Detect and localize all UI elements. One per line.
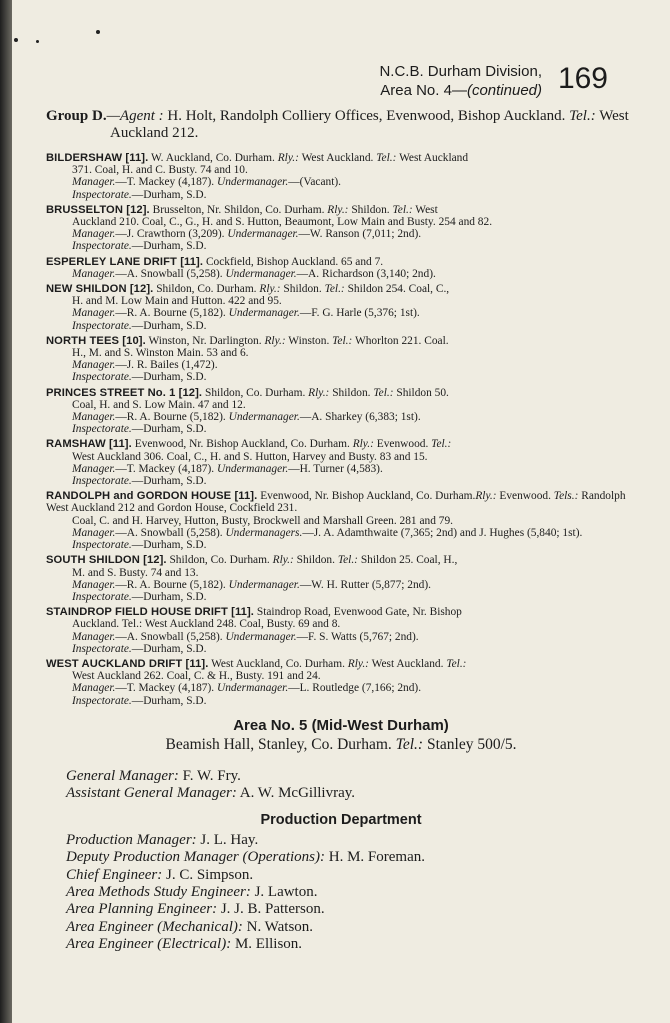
running-title-line2 bbox=[379, 81, 542, 100]
railway-station: Evenwood. bbox=[496, 490, 554, 503]
manager-label: Manager. bbox=[72, 578, 116, 591]
railway-label: Rly.: bbox=[277, 152, 299, 164]
page-content bbox=[46, 106, 636, 954]
manager-label: Manager. bbox=[72, 526, 116, 539]
inspectorate-line bbox=[46, 591, 636, 603]
railway-label: Rly.: bbox=[475, 490, 497, 503]
agent-label: —Agent : bbox=[106, 108, 164, 124]
telephone-label: Tel.: bbox=[373, 386, 394, 399]
undermanager-name: —W. H. Rutter (5,877; 2nd). bbox=[299, 578, 432, 591]
assistant-general-manager-name: A. W. McGillivray. bbox=[236, 784, 356, 801]
speck-dot bbox=[36, 40, 39, 43]
telephone-number: West Auckland bbox=[396, 152, 469, 164]
inspectorate-label: Inspectorate. bbox=[72, 423, 132, 436]
manager-name: —R. A. Bourne (5,182). bbox=[115, 411, 229, 424]
telephone-number: Shildon 25. Coal, H., bbox=[357, 554, 458, 567]
entry-second-line: H. and M. Low Main and Hutton. 422 and 95. bbox=[72, 295, 282, 308]
telephone-label: Tel.: bbox=[324, 283, 345, 296]
colliery-entry bbox=[46, 490, 636, 551]
colliery-entry bbox=[46, 438, 636, 487]
staff-name: M. Ellison. bbox=[231, 936, 303, 953]
agent-text: H. Holt, Randolph Colliery Offices, Evenwood, Bishop Auckland. bbox=[163, 108, 570, 124]
area-title: Area No. 5 (Mid-West Durham) bbox=[233, 716, 449, 734]
inspectorate-line bbox=[46, 189, 636, 201]
entry-first-line bbox=[46, 256, 636, 268]
manager-line bbox=[46, 682, 636, 694]
inspectorate-label: Inspectorate. bbox=[72, 475, 132, 488]
inspectorate-label: Inspectorate. bbox=[72, 188, 132, 201]
manager-label: Manager. bbox=[72, 630, 116, 643]
running-title-line1: N.C.B. Durham Division, bbox=[379, 63, 542, 80]
entry-location: Evenwood, Nr. Bishop Auckland, Co. Durham. bbox=[257, 490, 476, 503]
manager-name: —J. R. Bailes (1,472). bbox=[115, 359, 218, 372]
railway-label: Rly.: bbox=[272, 554, 294, 567]
department-staff-line bbox=[66, 884, 636, 901]
colliery-entry bbox=[46, 387, 636, 436]
manager-name: —T. Mackey (4,187). bbox=[115, 176, 217, 189]
railway-label: Rly.: bbox=[327, 203, 349, 216]
group-heading bbox=[46, 108, 636, 142]
undermanager-name: —F. G. Harle (5,376; 1st). bbox=[299, 307, 420, 320]
undermanager-name: —A. Sharkey (6,383; 1st). bbox=[299, 411, 421, 424]
manager-label: Manager. bbox=[72, 267, 116, 280]
colliery-entry bbox=[46, 256, 636, 280]
undermanager-name: —J. A. Adamthwaite (7,365; 2nd) and J. Hughes (5,840; 1st). bbox=[302, 526, 583, 539]
group-tel-label: Tel.: bbox=[569, 108, 596, 124]
entry-location: Shildon, Co. Durham. bbox=[202, 386, 309, 399]
department-staff-line bbox=[66, 849, 636, 866]
entry-second-line: Auckland. Tel.: West Auckland 248. Coal, Busty. 69 and 8. bbox=[72, 618, 341, 631]
undermanager-label: Undermanager. bbox=[217, 176, 289, 189]
document-page bbox=[12, 0, 670, 1023]
inspectorate-line bbox=[46, 695, 636, 707]
railway-station: Shildon. bbox=[293, 554, 338, 567]
manager-name: —A. Snowball (5,258). bbox=[115, 267, 226, 280]
manager-label: Manager. bbox=[72, 176, 116, 189]
undermanager-name: —(Vacant). bbox=[288, 176, 342, 189]
manager-line bbox=[46, 579, 636, 591]
inspectorate-line bbox=[46, 475, 636, 487]
book-spine-shadow bbox=[0, 0, 12, 1023]
staff-name: J. J. B. Patterson. bbox=[217, 901, 325, 918]
railway-station: Shildon. bbox=[348, 203, 393, 216]
entry-location: Winston, Nr. Darlington. bbox=[145, 334, 265, 347]
department-staff-line bbox=[66, 936, 636, 953]
undermanager-label: Undermanager. bbox=[225, 267, 297, 280]
undermanager-label: Undermanager. bbox=[227, 228, 299, 241]
colliery-entry bbox=[46, 283, 636, 332]
department-staff-line bbox=[66, 867, 636, 884]
department-staff-line bbox=[66, 832, 636, 849]
inspectorate-value: —Durham, S.D. bbox=[131, 642, 207, 655]
inspectorate-value: —Durham, S.D. bbox=[131, 694, 207, 707]
page-number: 169 bbox=[557, 62, 608, 95]
undermanager-label: Undermanager. bbox=[217, 462, 289, 475]
entry-first-line bbox=[46, 335, 636, 347]
railway-label: Rly.: bbox=[259, 283, 281, 296]
entry-first-line bbox=[46, 438, 636, 450]
undermanager-name: —W. Ranson (7,011; 2nd). bbox=[298, 228, 422, 241]
entry-first-line bbox=[46, 554, 636, 566]
colliery-name: SOUTH SHILDON [12]. bbox=[46, 554, 167, 567]
manager-name: —R. A. Bourne (5,182). bbox=[115, 578, 229, 591]
colliery-name: RAMSHAW [11]. bbox=[46, 438, 132, 451]
entry-location: W. Auckland, Co. Durham. bbox=[148, 152, 278, 164]
general-manager-name: F. W. Fry. bbox=[178, 767, 241, 784]
undermanager-label: Undermanager. bbox=[225, 630, 297, 643]
manager-line bbox=[46, 631, 636, 643]
railway-station: Shildon. bbox=[280, 283, 325, 296]
inspectorate-value: —Durham, S.D. bbox=[131, 590, 207, 603]
entry-second-line: H., M. and S. Winston Main. 53 and 6. bbox=[72, 347, 249, 360]
railway-station: Evenwood. bbox=[373, 438, 432, 451]
telephone-label: Tel.: bbox=[376, 152, 397, 164]
group-label: Group D. bbox=[46, 108, 107, 124]
inspectorate-label: Inspectorate. bbox=[72, 539, 132, 552]
entry-second-line: West Auckland 306. Coal, C., H. and S. Hutton, Harvey and Busty. 83 and 15. bbox=[72, 450, 428, 463]
colliery-name: WEST AUCKLAND DRIFT [11]. bbox=[46, 657, 209, 670]
manager-name: —T. Mackey (4,187). bbox=[115, 682, 217, 695]
inspectorate-label: Inspectorate. bbox=[72, 694, 132, 707]
telephone-number: Randolph West Auckland 212 and Gordon House, Cockfield 231. bbox=[46, 490, 626, 515]
undermanager-label: Undermanager. bbox=[228, 411, 300, 424]
manager-label: Manager. bbox=[72, 682, 116, 695]
colliery-entry bbox=[46, 152, 636, 201]
area-tel-label: Tel.: bbox=[395, 735, 424, 753]
inspectorate-value: —Durham, S.D. bbox=[131, 188, 207, 201]
manager-line bbox=[46, 228, 636, 240]
department-staff-line bbox=[66, 919, 636, 936]
speck-dot bbox=[96, 30, 100, 34]
undermanager-name: —F. S. Watts (5,767; 2nd). bbox=[296, 630, 419, 643]
colliery-entry bbox=[46, 554, 636, 603]
inspectorate-line bbox=[46, 320, 636, 332]
inspectorate-label: Inspectorate. bbox=[72, 371, 132, 384]
running-title-area: Area No. 4— bbox=[380, 82, 467, 99]
staff-name: J. Lawton. bbox=[250, 883, 318, 900]
railway-station: West Auckland. bbox=[368, 657, 447, 670]
inspectorate-label: Inspectorate. bbox=[72, 319, 132, 332]
manager-name: —A. Snowball (5,258). bbox=[115, 630, 226, 643]
manager-label: Manager. bbox=[72, 307, 116, 320]
inspectorate-line bbox=[46, 240, 636, 252]
speck-dot bbox=[14, 38, 18, 42]
undermanager-name: —L. Routledge (7,166; 2nd). bbox=[288, 682, 422, 695]
telephone-label: Tel.: bbox=[431, 438, 452, 451]
telephone-label: Tel.: bbox=[446, 657, 467, 670]
manager-name: —A. Snowball (5,258). bbox=[115, 526, 226, 539]
undermanager-name: —A. Richardson (3,140; 2nd). bbox=[296, 267, 436, 280]
inspectorate-value: —Durham, S.D. bbox=[131, 475, 207, 488]
entry-location: Staindrop Road, Evenwood Gate, Nr. Bishop bbox=[254, 606, 462, 619]
colliery-entry bbox=[46, 335, 636, 384]
manager-label: Manager. bbox=[72, 462, 116, 475]
undermanager-label: Undermanager. bbox=[228, 578, 300, 591]
manager-line bbox=[46, 463, 636, 475]
assistant-general-manager-line bbox=[66, 785, 636, 802]
entry-first-line bbox=[46, 387, 636, 399]
manager-line bbox=[46, 176, 636, 188]
telephone-number: Shildon 50. bbox=[393, 386, 449, 399]
colliery-name: ESPERLEY LANE DRIFT [11]. bbox=[46, 255, 204, 268]
entry-location: Cockfield, Bishop Auckland. 65 and 7. bbox=[203, 255, 384, 268]
department-staff-list bbox=[46, 832, 636, 954]
general-manager-label: General Manager: bbox=[66, 767, 179, 784]
undermanager-label: Undermanager. bbox=[228, 307, 300, 320]
entry-location: Shildon, Co. Durham. bbox=[153, 283, 260, 296]
manager-line bbox=[46, 527, 636, 539]
colliery-entry bbox=[46, 204, 636, 253]
undermanager-label: Undermanagers. bbox=[225, 526, 303, 539]
entry-second-line: West Auckland 262. Coal, C. & H., Busty. 191 and 24. bbox=[72, 670, 321, 683]
inspectorate-label: Inspectorate. bbox=[72, 590, 132, 603]
entry-location: Evenwood, Nr. Bishop Auckland, Co. Durham. bbox=[131, 438, 353, 451]
entry-first-line bbox=[46, 658, 636, 670]
manager-name: —J. Crawthorn (3,209). bbox=[115, 228, 228, 241]
inspectorate-line bbox=[46, 423, 636, 435]
area-address-text: Beamish Hall, Stanley, Co. Durham. bbox=[165, 735, 396, 753]
railway-station: Shildon. bbox=[329, 386, 374, 399]
colliery-name: PRINCES STREET No. 1 [12]. bbox=[46, 386, 203, 399]
colliery-entry bbox=[46, 606, 636, 655]
general-manager-line bbox=[66, 768, 636, 785]
telephone-number: West bbox=[412, 203, 438, 216]
colliery-name: STAINDROP FIELD HOUSE DRIFT [11]. bbox=[46, 606, 255, 619]
railway-label: Rly.: bbox=[352, 438, 374, 451]
telephone-label: Tel.: bbox=[337, 554, 358, 567]
manager-label: Manager. bbox=[72, 359, 116, 372]
manager-line bbox=[46, 359, 636, 371]
telephone-label: Tels.: bbox=[553, 490, 579, 503]
colliery-name: NEW SHILDON [12]. bbox=[46, 283, 154, 296]
inspectorate-line bbox=[46, 539, 636, 551]
entry-first-line bbox=[46, 490, 636, 514]
entry-second-line: M. and S. Busty. 74 and 13. bbox=[72, 566, 199, 579]
running-header bbox=[12, 56, 652, 102]
colliery-name: BRUSSELTON [12]. bbox=[46, 203, 150, 216]
entry-first-line bbox=[46, 204, 636, 216]
staff-role: Area Engineer (Mechanical): bbox=[66, 918, 243, 935]
manager-label: Manager. bbox=[72, 411, 116, 424]
colliery-name: RANDOLPH and GORDON HOUSE [11]. bbox=[46, 490, 258, 503]
department-staff-line bbox=[66, 901, 636, 918]
manager-label: Manager. bbox=[72, 228, 116, 241]
entry-second-line: Coal, C. and H. Harvey, Hutton, Busty, Brockwell and Marshall Green. 281 and 79. bbox=[72, 514, 453, 527]
manager-line bbox=[46, 268, 636, 280]
telephone-number: Whorlton 221. Coal. bbox=[352, 334, 449, 347]
manager-line bbox=[46, 307, 636, 319]
inspectorate-label: Inspectorate. bbox=[72, 240, 132, 253]
colliery-entry bbox=[46, 658, 636, 707]
inspectorate-line bbox=[46, 643, 636, 655]
entry-second-line: Auckland 210. Coal, C., G., H. and S. Hutton, Beaumont, Low Main and Busty. 254 and 82. bbox=[72, 216, 493, 229]
staff-role: Deputy Production Manager (Operations): bbox=[66, 849, 325, 866]
manager-name: —T. Mackey (4,187). bbox=[115, 462, 217, 475]
entry-second-line: Coal, H. and S. Low Main. 47 and 12. bbox=[72, 398, 246, 411]
inspectorate-value: —Durham, S.D. bbox=[131, 423, 207, 436]
inspectorate-value: —Durham, S.D. bbox=[131, 319, 207, 332]
railway-station: West Auckland. bbox=[298, 152, 377, 164]
inspectorate-value: —Durham, S.D. bbox=[131, 539, 207, 552]
undermanager-label: Undermanager. bbox=[217, 682, 289, 695]
telephone-label: Tel.: bbox=[332, 334, 353, 347]
entry-first-line bbox=[46, 283, 636, 295]
inspectorate-value: —Durham, S.D. bbox=[131, 371, 207, 384]
colliery-name: NORTH TEES [10]. bbox=[46, 334, 146, 347]
colliery-name: BILDERSHAW [11]. bbox=[46, 152, 149, 164]
staff-name: J. C. Simpson. bbox=[162, 866, 254, 883]
manager-line bbox=[46, 411, 636, 423]
staff-name: J. L. Hay. bbox=[196, 831, 259, 848]
entry-location: West Auckland, Co. Durham. bbox=[208, 657, 348, 670]
entry-first-line bbox=[46, 152, 636, 164]
staff-role: Area Engineer (Electrical): bbox=[66, 936, 232, 953]
railway-station: Winston. bbox=[285, 334, 333, 347]
railway-label: Rly.: bbox=[264, 334, 286, 347]
inspectorate-line bbox=[46, 371, 636, 383]
area-tel-text: Stanley 500/5. bbox=[423, 735, 517, 753]
telephone-label: Tel.: bbox=[392, 203, 413, 216]
staff-role: Production Manager: bbox=[66, 831, 197, 848]
colliery-list bbox=[46, 152, 636, 707]
running-title bbox=[379, 62, 542, 100]
department-heading: Production Department bbox=[260, 811, 422, 828]
staff-name: N. Watson. bbox=[242, 918, 314, 935]
railway-label: Rly.: bbox=[347, 657, 369, 670]
assistant-general-manager-label: Assistant General Manager: bbox=[66, 784, 237, 801]
staff-role: Area Planning Engineer: bbox=[66, 901, 218, 918]
group-tel-text: West Auckland 212. bbox=[110, 108, 629, 141]
staff-role: Area Methods Study Engineer: bbox=[66, 883, 251, 900]
telephone-number: Shildon 254. Coal, C., bbox=[344, 283, 450, 296]
manager-name: —R. A. Bourne (5,182). bbox=[115, 307, 229, 320]
entry-second-line: 371. Coal, H. and C. Busty. 74 and 10. bbox=[72, 164, 248, 177]
entry-location: Brusselton, Nr. Shildon, Co. Durham. bbox=[149, 203, 328, 216]
entry-first-line bbox=[46, 606, 636, 618]
inspectorate-label: Inspectorate. bbox=[72, 642, 132, 655]
inspectorate-value: —Durham, S.D. bbox=[131, 240, 207, 253]
staff-role: Chief Engineer: bbox=[66, 866, 163, 883]
running-title-continued: (continued) bbox=[466, 82, 542, 99]
staff-name: H. M. Foreman. bbox=[324, 849, 425, 866]
railway-label: Rly.: bbox=[308, 386, 330, 399]
undermanager-name: —H. Turner (4,583). bbox=[288, 462, 383, 475]
area-address bbox=[46, 736, 636, 754]
entry-location: Shildon, Co. Durham. bbox=[166, 554, 273, 567]
